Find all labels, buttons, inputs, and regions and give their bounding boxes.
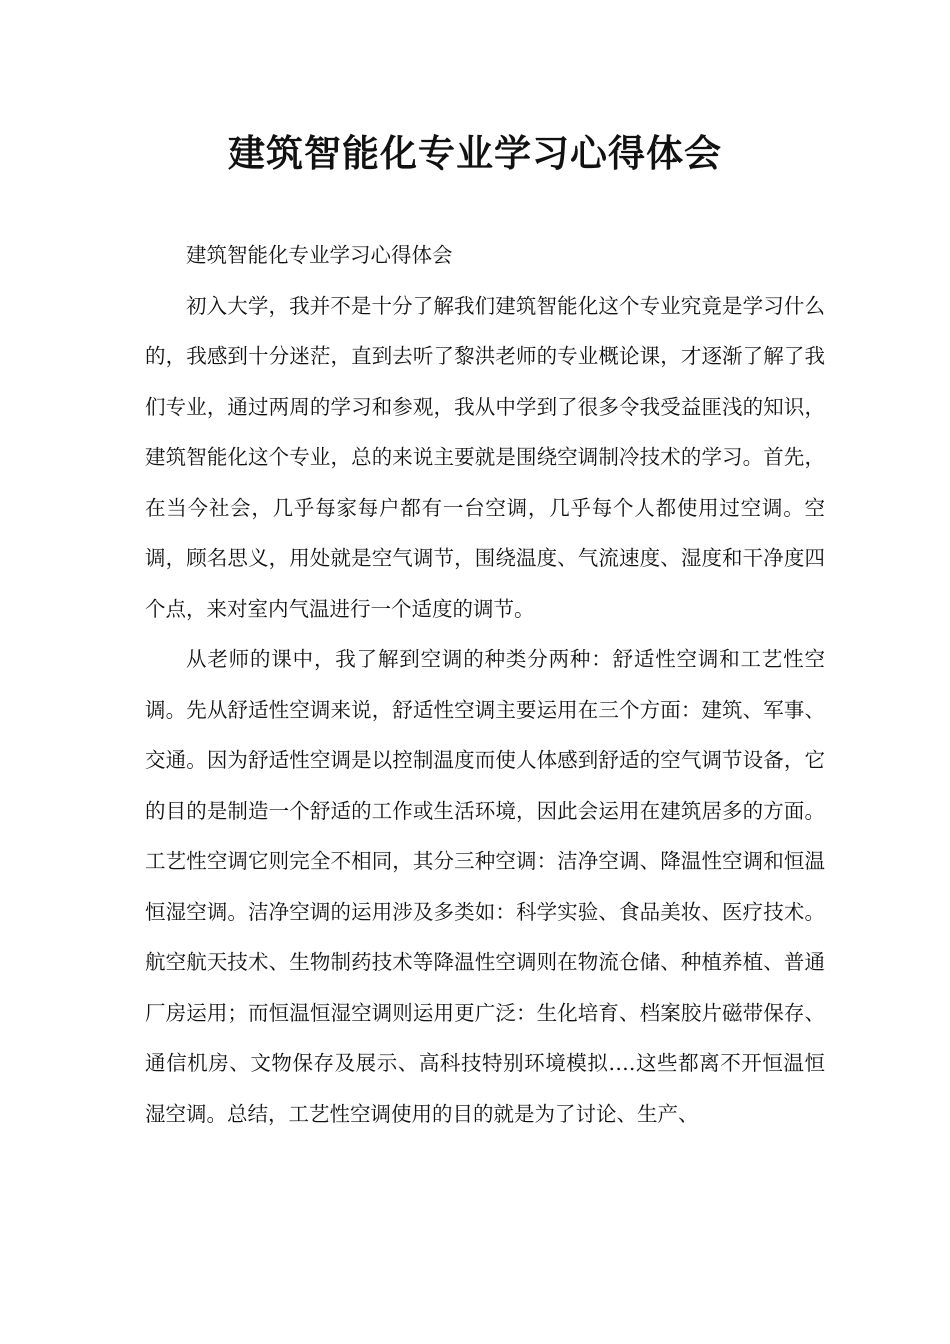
paragraph-intro: 初入大学，我并不是十分了解我们建筑智能化这个专业究竟是学习什么的，我感到十分迷茫，直到去听了黎洪老师的专业概论课，才逐渐了解了我们专业，通过两周的学习和参观，我从中学到了很多令我受益匪浅的知识，建筑智能化这个专业，总的来说主要就是围绕空调制冷技术的学习。首先，在当今社会，几乎每家每户都有一台空调，几乎每个人都使用过空调。空调，顾名思义，用处就是空气调节，围绕温度、气流速度、湿度和干净度四个点，来对室内气温进行一个适度的调节。 — [145, 293, 825, 621]
page-title: 建筑智能化专业学习心得体会 — [228, 132, 722, 175]
paragraph-air-conditioner-types: 从老师的课中，我了解到空调的种类分两种：舒适性空调和工艺性空调。先从舒适性空调来说，舒适性空调主要运用在三个方面：建筑、军事、交通。因为舒适性空调是以控制温度而使人体感到舒适的空气调节设备，它的目的是制造一个舒适的工作或生活环境，因此会运用在建筑居多的方面。工艺性空调它则完全不相同，其分三种空调：洁净空调、降温性空调和恒温恒湿空调。洁净空调的运用涉及多类如：科学实验、食品美妆、医疗技术。航空航天技术、生物制药技术等降温性空调则在物流仓储、种植养植、普通厂房运用；而恒温恒湿空调则运用更广泛：生化培育、档案胶片磁带保存、通信机房、文物保存及展示、高科技特别环境模拟….这些都离不开恒温恒湿空调。总结，工艺性空调使用的目的就是为了讨论、生产、 — [145, 647, 825, 1126]
subtitle-paragraph: 建筑智能化专业学习心得体会 — [186, 243, 453, 267]
document-body — [145, 230, 825, 1139]
